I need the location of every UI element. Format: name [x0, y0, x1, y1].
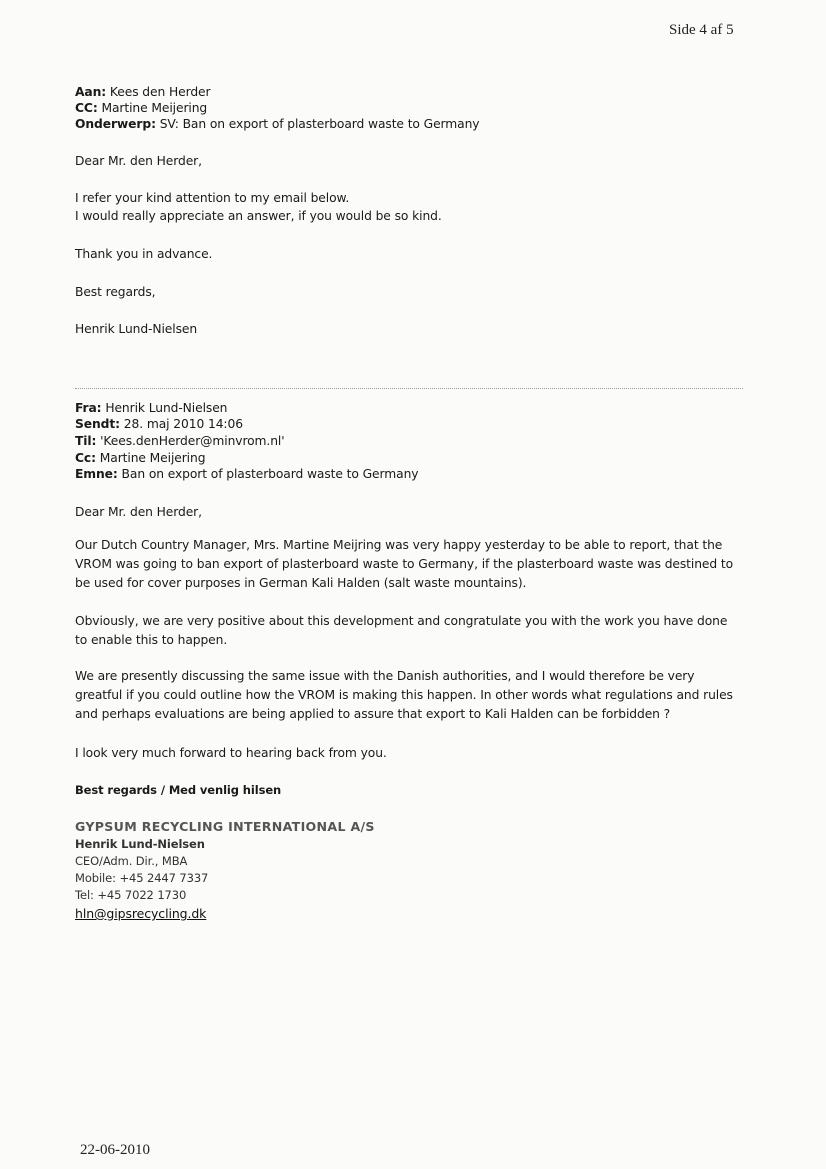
orig-from-line	[75, 400, 227, 417]
to-value: Kees den Herder	[109, 85, 211, 99]
reply-body-line-1: I refer your kind attention to my email below.	[75, 191, 350, 205]
orig-closing: Best regards / Med venlig hilsen	[75, 783, 282, 797]
signature-email-link[interactable]: hln@gipsrecycling.dk	[75, 906, 207, 921]
cc-value: Martine Meijering	[101, 101, 208, 115]
reply-subject-line	[75, 116, 479, 133]
reply-closing: Best regards,	[75, 285, 156, 299]
orig-greeting: Dear Mr. den Herder,	[75, 505, 202, 519]
orig-para3-line2: greatful if you could outline how the VROM is making this happen. In other words what regulations and rules	[75, 688, 733, 702]
orig-to-line	[75, 433, 285, 450]
orig-para4: I look very much forward to hearing back from you.	[75, 746, 387, 760]
sent-value: 28. maj 2010 14:06	[123, 417, 243, 431]
reply-body-line-2: I would really appreciate an answer, if you would be so kind.	[75, 209, 442, 223]
orig-subject-line	[75, 466, 418, 483]
orig-para1-line2: VROM was going to ban export of plasterboard waste to Germany, if the plasterboard waste was destined to	[75, 557, 734, 571]
signature-company: GYPSUM RECYCLING INTERNATIONAL A/S	[75, 819, 375, 834]
orig-para1-line3: be used for cover purposes in German Kali Halden (salt waste mountains).	[75, 576, 527, 590]
orig-para2-line2: to enable this to happen.	[75, 633, 228, 647]
cc-label: Cc:	[75, 451, 96, 465]
reply-cc-line	[75, 100, 207, 117]
from-value: Henrik Lund-Nielsen	[105, 401, 228, 415]
cc-label: CC:	[75, 101, 98, 115]
reply-greeting: Dear Mr. den Herder,	[75, 154, 202, 168]
to-label: Aan:	[75, 85, 107, 99]
cc-value: Martine Meijering	[99, 451, 206, 465]
reply-thanks: Thank you in advance.	[75, 247, 213, 261]
signature-tel: Tel: +45 7022 1730	[75, 888, 187, 902]
to-label: Til:	[75, 434, 97, 448]
reply-to-line	[75, 84, 210, 101]
orig-para2-line1: Obviously, we are very positive about this development and congratulate you with the work you have done	[75, 614, 728, 628]
to-value: 'Kees.denHerder@minvrom.nl'	[100, 434, 285, 448]
subject-label: Onderwerp:	[75, 117, 156, 131]
subject-label: Emne:	[75, 467, 118, 481]
orig-sent-line	[75, 416, 243, 433]
from-label: Fra:	[75, 401, 102, 415]
orig-para1-line1: Our Dutch Country Manager, Mrs. Martine Meijring was very happy yesterday to be able to report, that the	[75, 538, 723, 552]
orig-para3-line1: We are presently discussing the same issue with the Danish authorities, and I would therefore be very	[75, 669, 695, 683]
sent-label: Sendt:	[75, 417, 120, 431]
reply-signature: Henrik Lund-Nielsen	[75, 322, 198, 336]
signature-title: CEO/Adm. Dir., MBA	[75, 854, 188, 868]
email-divider	[75, 388, 743, 389]
subject-value: Ban on export of plasterboard waste to Germany	[121, 467, 419, 481]
subject-value: SV: Ban on export of plasterboard waste to Germany	[159, 117, 480, 131]
orig-para3-line3: and perhaps evaluations are being applied to assure that export to Kali Halden can be forbidden ?	[75, 707, 671, 721]
signature-mobile: Mobile: +45 2447 7337	[75, 871, 209, 885]
page-number: Side 4 af 5	[669, 22, 734, 38]
orig-cc-line	[75, 450, 205, 467]
signature-name: Henrik Lund-Nielsen	[75, 837, 205, 851]
footer-date: 22-06-2010	[80, 1142, 150, 1158]
